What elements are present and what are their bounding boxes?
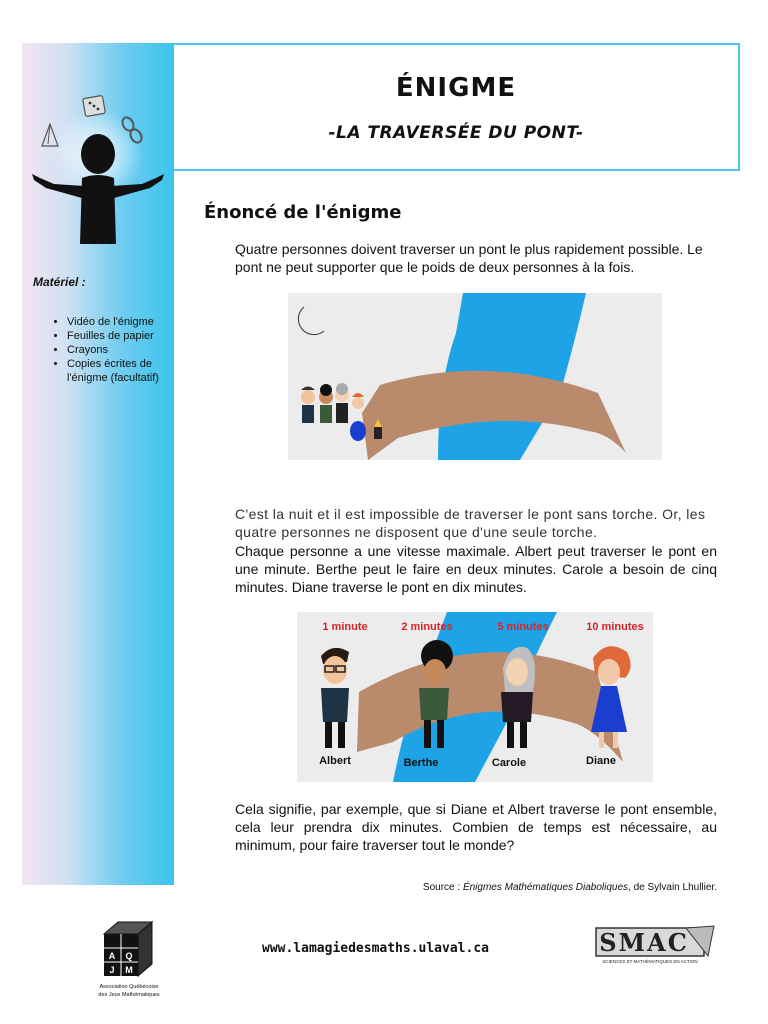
aqjm-letter-a: A bbox=[108, 951, 116, 961]
materiel-label: Matériel : bbox=[33, 275, 86, 289]
page-subtitle: -LA TRAVERSÉE DU PONT- bbox=[328, 123, 584, 143]
intro-paragraph: Quatre personnes doivent traverser un pont le plus rapidement possible. Le pont ne peut supporter que le poids de deux personnes à la fois. bbox=[235, 241, 703, 275]
source-suffix: , de Sylvain Lhullier. bbox=[628, 882, 717, 893]
time-label-carole: 5 minutes bbox=[497, 621, 549, 633]
time-label-diane: 10 minutes bbox=[586, 621, 644, 633]
aqjm-letter-q: Q bbox=[125, 951, 133, 961]
list-item: • Feuilles de papier bbox=[67, 329, 177, 343]
juggler-illustration bbox=[24, 92, 172, 252]
name-label-diane: Diane bbox=[586, 755, 616, 767]
aqjm-caption-line2: des Jeux Mathématiques bbox=[98, 992, 160, 998]
name-label-berthe: Berthe bbox=[403, 757, 439, 769]
list-item: • Copies écrites de l'énigme (facultatif) bbox=[67, 357, 177, 385]
characters-times-illustration bbox=[297, 612, 653, 782]
dice-icon bbox=[83, 95, 106, 116]
aqjm-logo bbox=[90, 918, 168, 1000]
smac-wordmark: SMAC bbox=[599, 928, 689, 957]
time-label-berthe: 2 minutes bbox=[401, 621, 453, 633]
question-paragraph: Cela signifie, par exemple, que si Diane et Albert traverse le pont ensemble, cela leur prendra dix minutes. Combien de temps est nécessaire, au minimum, pour faire traverser tout le monde? bbox=[235, 801, 717, 853]
silhouette-icon bbox=[32, 134, 164, 244]
night-paragraph: C'est la nuit et il est impossible de traverser le pont sans torche. Or, les quatre personnes ne disposent que d'une seule torche. bbox=[235, 506, 706, 540]
name-label-carole: Carole bbox=[491, 757, 527, 769]
bridge-night-illustration bbox=[288, 293, 662, 460]
aqjm-letter-j: J bbox=[109, 965, 115, 975]
source-citation bbox=[235, 882, 717, 893]
list-item: • Vidéo de l'énigme bbox=[67, 315, 177, 329]
page-title: ÉNIGME bbox=[395, 73, 517, 103]
smac-logo bbox=[594, 922, 716, 966]
speeds-paragraph: Chaque personne a une vitesse maximale. Albert peut traverser le pont en une minute. Berthe peut le faire en deux minutes. Carole a besoin de cinq minutes. Diane traverse le pont en dix minutes. bbox=[235, 543, 717, 595]
aqjm-letter-m: M bbox=[125, 965, 133, 975]
smac-caption: SCIENCES ET MATHÉMATIQUES EN ACTION bbox=[602, 959, 698, 964]
list-item: • Crayons bbox=[67, 343, 177, 357]
header-box bbox=[174, 43, 740, 171]
name-label-albert: Albert bbox=[319, 755, 351, 767]
time-label-albert: 1 minute bbox=[322, 621, 368, 633]
aqjm-caption-line1: Association Québécoise bbox=[99, 984, 159, 990]
section-title: Énoncé de l'énigme bbox=[204, 202, 402, 223]
source-title: Énigmes Mathématiques Diaboliques bbox=[462, 882, 629, 893]
materiel-list bbox=[33, 315, 177, 385]
source-prefix: Source : bbox=[422, 882, 463, 893]
footer-url: www.lamagiedesmaths.ulaval.ca bbox=[262, 941, 489, 956]
